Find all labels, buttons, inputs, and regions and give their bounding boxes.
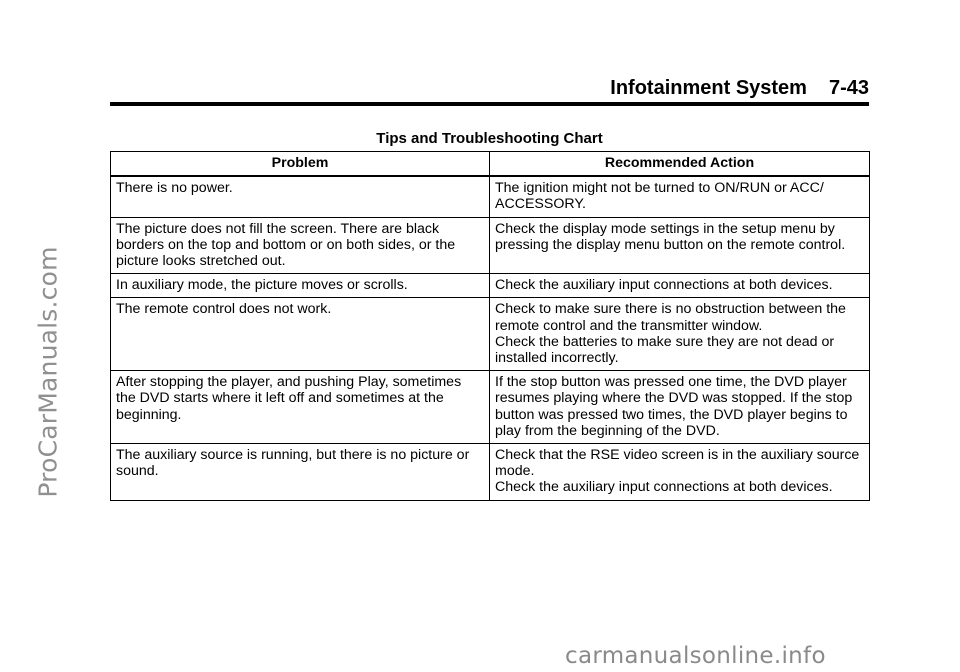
- problem-cell: The auxiliary source is running, but there is no picture or sound.: [111, 444, 490, 501]
- action-text: Check the auxiliary input connections at both devices.: [495, 277, 833, 294]
- table-header-row: [111, 152, 870, 177]
- problem-cell: There is no power.: [111, 176, 490, 217]
- problem-cell: The picture does not fill the screen. There are black borders on the top and bottom or on both sides, or the picture looks stretched out.: [111, 217, 490, 274]
- side-watermark: ProCarManuals.com: [33, 246, 63, 498]
- table-body: [111, 176, 870, 500]
- table-title: Tips and Troubleshooting Chart: [376, 130, 603, 147]
- header-rule: [110, 102, 869, 106]
- site-footer: carmanualsonline.info: [565, 643, 826, 669]
- action-text: If the stop button was pressed one time, the DVD player resumes playing where the DVD was stopped. If the stop button was pressed two times, the DVD player begins to play from the beginning of the DVD.: [495, 374, 853, 439]
- action-text: Check the auxiliary input connections at both devices.: [495, 479, 833, 496]
- action-text: Check that the RSE video screen is in the auxiliary source mode.: [495, 447, 860, 480]
- problem-cell: The remote control does not work.: [111, 298, 490, 371]
- action-text: Check to make sure there is no obstruction between the remote control and the transmitter window.: [495, 301, 846, 334]
- action-cell: [490, 444, 870, 501]
- action-text: The ignition might not be turned to ON/RUN or ACC/ ACCESSORY.: [495, 180, 824, 213]
- action-cell: [490, 217, 870, 274]
- action-cell: [490, 274, 870, 298]
- table-row: [111, 298, 870, 371]
- table-row: [111, 176, 870, 217]
- troubleshooting-table: [110, 151, 870, 501]
- problem-cell: In auxiliary mode, the picture moves or scrolls.: [111, 274, 490, 298]
- table-row: [111, 217, 870, 274]
- column-header-recommended-action: Recommended Action: [490, 152, 870, 177]
- page-number: 7-43: [828, 77, 869, 99]
- section-title: Infotainment System: [610, 77, 807, 99]
- column-header-problem: Problem: [111, 152, 490, 177]
- table-row: [111, 371, 870, 444]
- table-row: [111, 444, 870, 501]
- action-cell: [490, 176, 870, 217]
- page-header: [110, 76, 869, 100]
- table-row: [111, 274, 870, 298]
- action-text: Check the display mode settings in the setup menu by pressing the display menu button on the remote control.: [495, 220, 846, 253]
- action-text: Check the batteries to make sure they are not dead or installed incorrectly.: [495, 333, 835, 367]
- problem-cell: After stopping the player, and pushing Play, sometimes the DVD starts where it left off and sometimes at the beginning.: [111, 371, 490, 444]
- action-cell: [490, 371, 870, 444]
- action-cell: [490, 298, 870, 371]
